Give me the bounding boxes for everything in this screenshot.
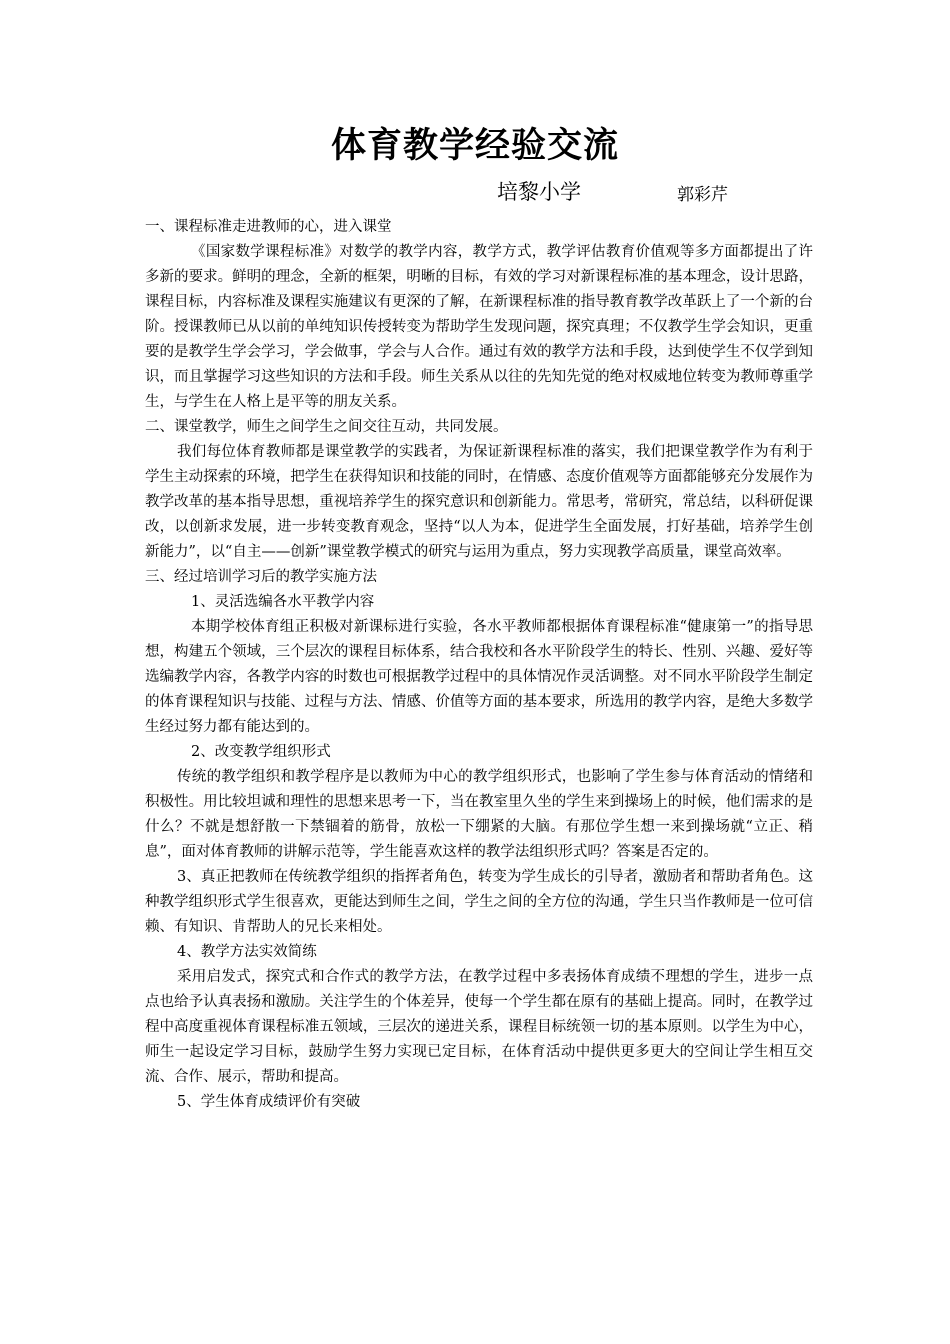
author-name: 郭彩芹 (677, 185, 728, 205)
school-name: 培黎小学 (497, 180, 581, 204)
document-body (145, 215, 813, 1115)
paragraph: 我们每位体育教师都是课堂教学的实践者，为保证新课程标准的落实，我们把课堂教学作为有利于学生主动探索的环境，把学生在获得知识和技能的同时，在情感、态度价值观等方面都能够充分发展作为教学改革的基本指导思想，重视培养学生的探究意识和创新能力。常思考，常研究，常总结，以科研促课改，以创新求发展，进一步转变教育观念，坚持“以人为本，促进学生全面发展，打好基础，培养学生创新能力”，以“自主——创新”课堂教学模式的研究与运用为重点，努力实现教学高质量，课堂高效率。 (145, 444, 813, 560)
section-heading-3: 三、经过培训学习后的教学实施方法 (145, 569, 377, 585)
document-title: 体育教学经验交流 (330, 125, 619, 166)
subsection-heading-4: 4、教学方法实效简练 (177, 944, 317, 960)
subsection-heading-5: 5、学生体育成绩评价有突破 (177, 1094, 361, 1110)
paragraph: 采用启发式，探究式和合作式的教学方法，在教学过程中多表扬体育成绩不理想的学生，进步一点点也给予认真表扬和激励。关注学生的个体差异，使每一个学生都在原有的基础上提高。同时，在教学过程中高度重视体育课程标准五领域，三层次的递进关系，课程目标统领一切的基本原则。以学生为中心，师生一起设定学习目标，鼓励学生努力实现已定目标，在体育活动中提供更多更大的空间让学生相互交流、合作、展示，帮助和提高。 (145, 969, 813, 1085)
paragraph: 传统的教学组织和教学程序是以教师为中心的教学组织形式，也影响了学生参与体育活动的情绪和积极性。用比较坦诚和理性的思想来思考一下，当在教室里久坐的学生来到操场上的时候，他们需求的是什么？不就是想舒散一下禁锢着的筋骨，放松一下绷紧的大脑。有那位学生想一来到操场就“立正、稍息”，面对体育教师的讲解示范等，学生能喜欢这样的教学法组织形式吗？答案是否定的。 (145, 769, 813, 860)
paragraph: 《国家数学课程标准》对数学的教学内容，教学方式，教学评估教育价值观等多方面都提出了许多新的要求。鲜明的理念，全新的框架，明晰的目标，有效的学习对新课程标准的基本理念，设计思路，课程目标，内容标准及课程实施建议有更深的了解，在新课程标准的指导教育教学改革跃上了一个新的台阶。授课教师已从以前的单纯知识传授转变为帮助学生发现问题，探究真理；不仅教学生学会知识，更重要的是教学生学会学习，学会做事，学会与人合作。通过有效的教学方法和手段，达到使学生不仅学到知识，而且掌握学习这些知识的方法和手段。师生关系从以往的先知先觉的绝对权威地位转变为教师尊重学生，与学生在人格上是平等的朋友关系。 (145, 244, 813, 410)
section-heading-1: 一、课程标准走进教师的心，进入课堂 (145, 219, 392, 235)
subsection-heading-2: 2、改变教学组织形式 (191, 744, 331, 760)
subsection-heading-1: 1、灵活选编各水平教学内容 (191, 594, 375, 610)
paragraph: 本期学校体育组正积极对新课标进行实验，各水平教师都根据体育课程标准“健康第一”的指导思想，构建五个领域，三个层次的课程目标体系，结合我校和各水平阶段学生的特长、性别、兴趣、爱好等选编教学内容，各教学内容的时数也可根据教学过程中的具体情况作灵活调整。对不同水平阶段学生制定的体育课程知识与技能、过程与方法、情感、价值等方面的基本要求，所选用的教学内容，是绝大多数学生经过努力都有能达到的。 (145, 619, 813, 735)
paragraph: 3、真正把教师在传统教学组织的指挥者角色，转变为学生成长的引导者，激励者和帮助者角色。这种教学组织形式学生很喜欢，更能达到师生之间，学生之间的全方位的沟通，学生只当作教师是一位可信赖、有知识、肯帮助人的兄长来相处。 (145, 869, 813, 935)
section-heading-2: 二、课堂教学，师生之间学生之间交往互动，共同发展。 (145, 419, 508, 435)
